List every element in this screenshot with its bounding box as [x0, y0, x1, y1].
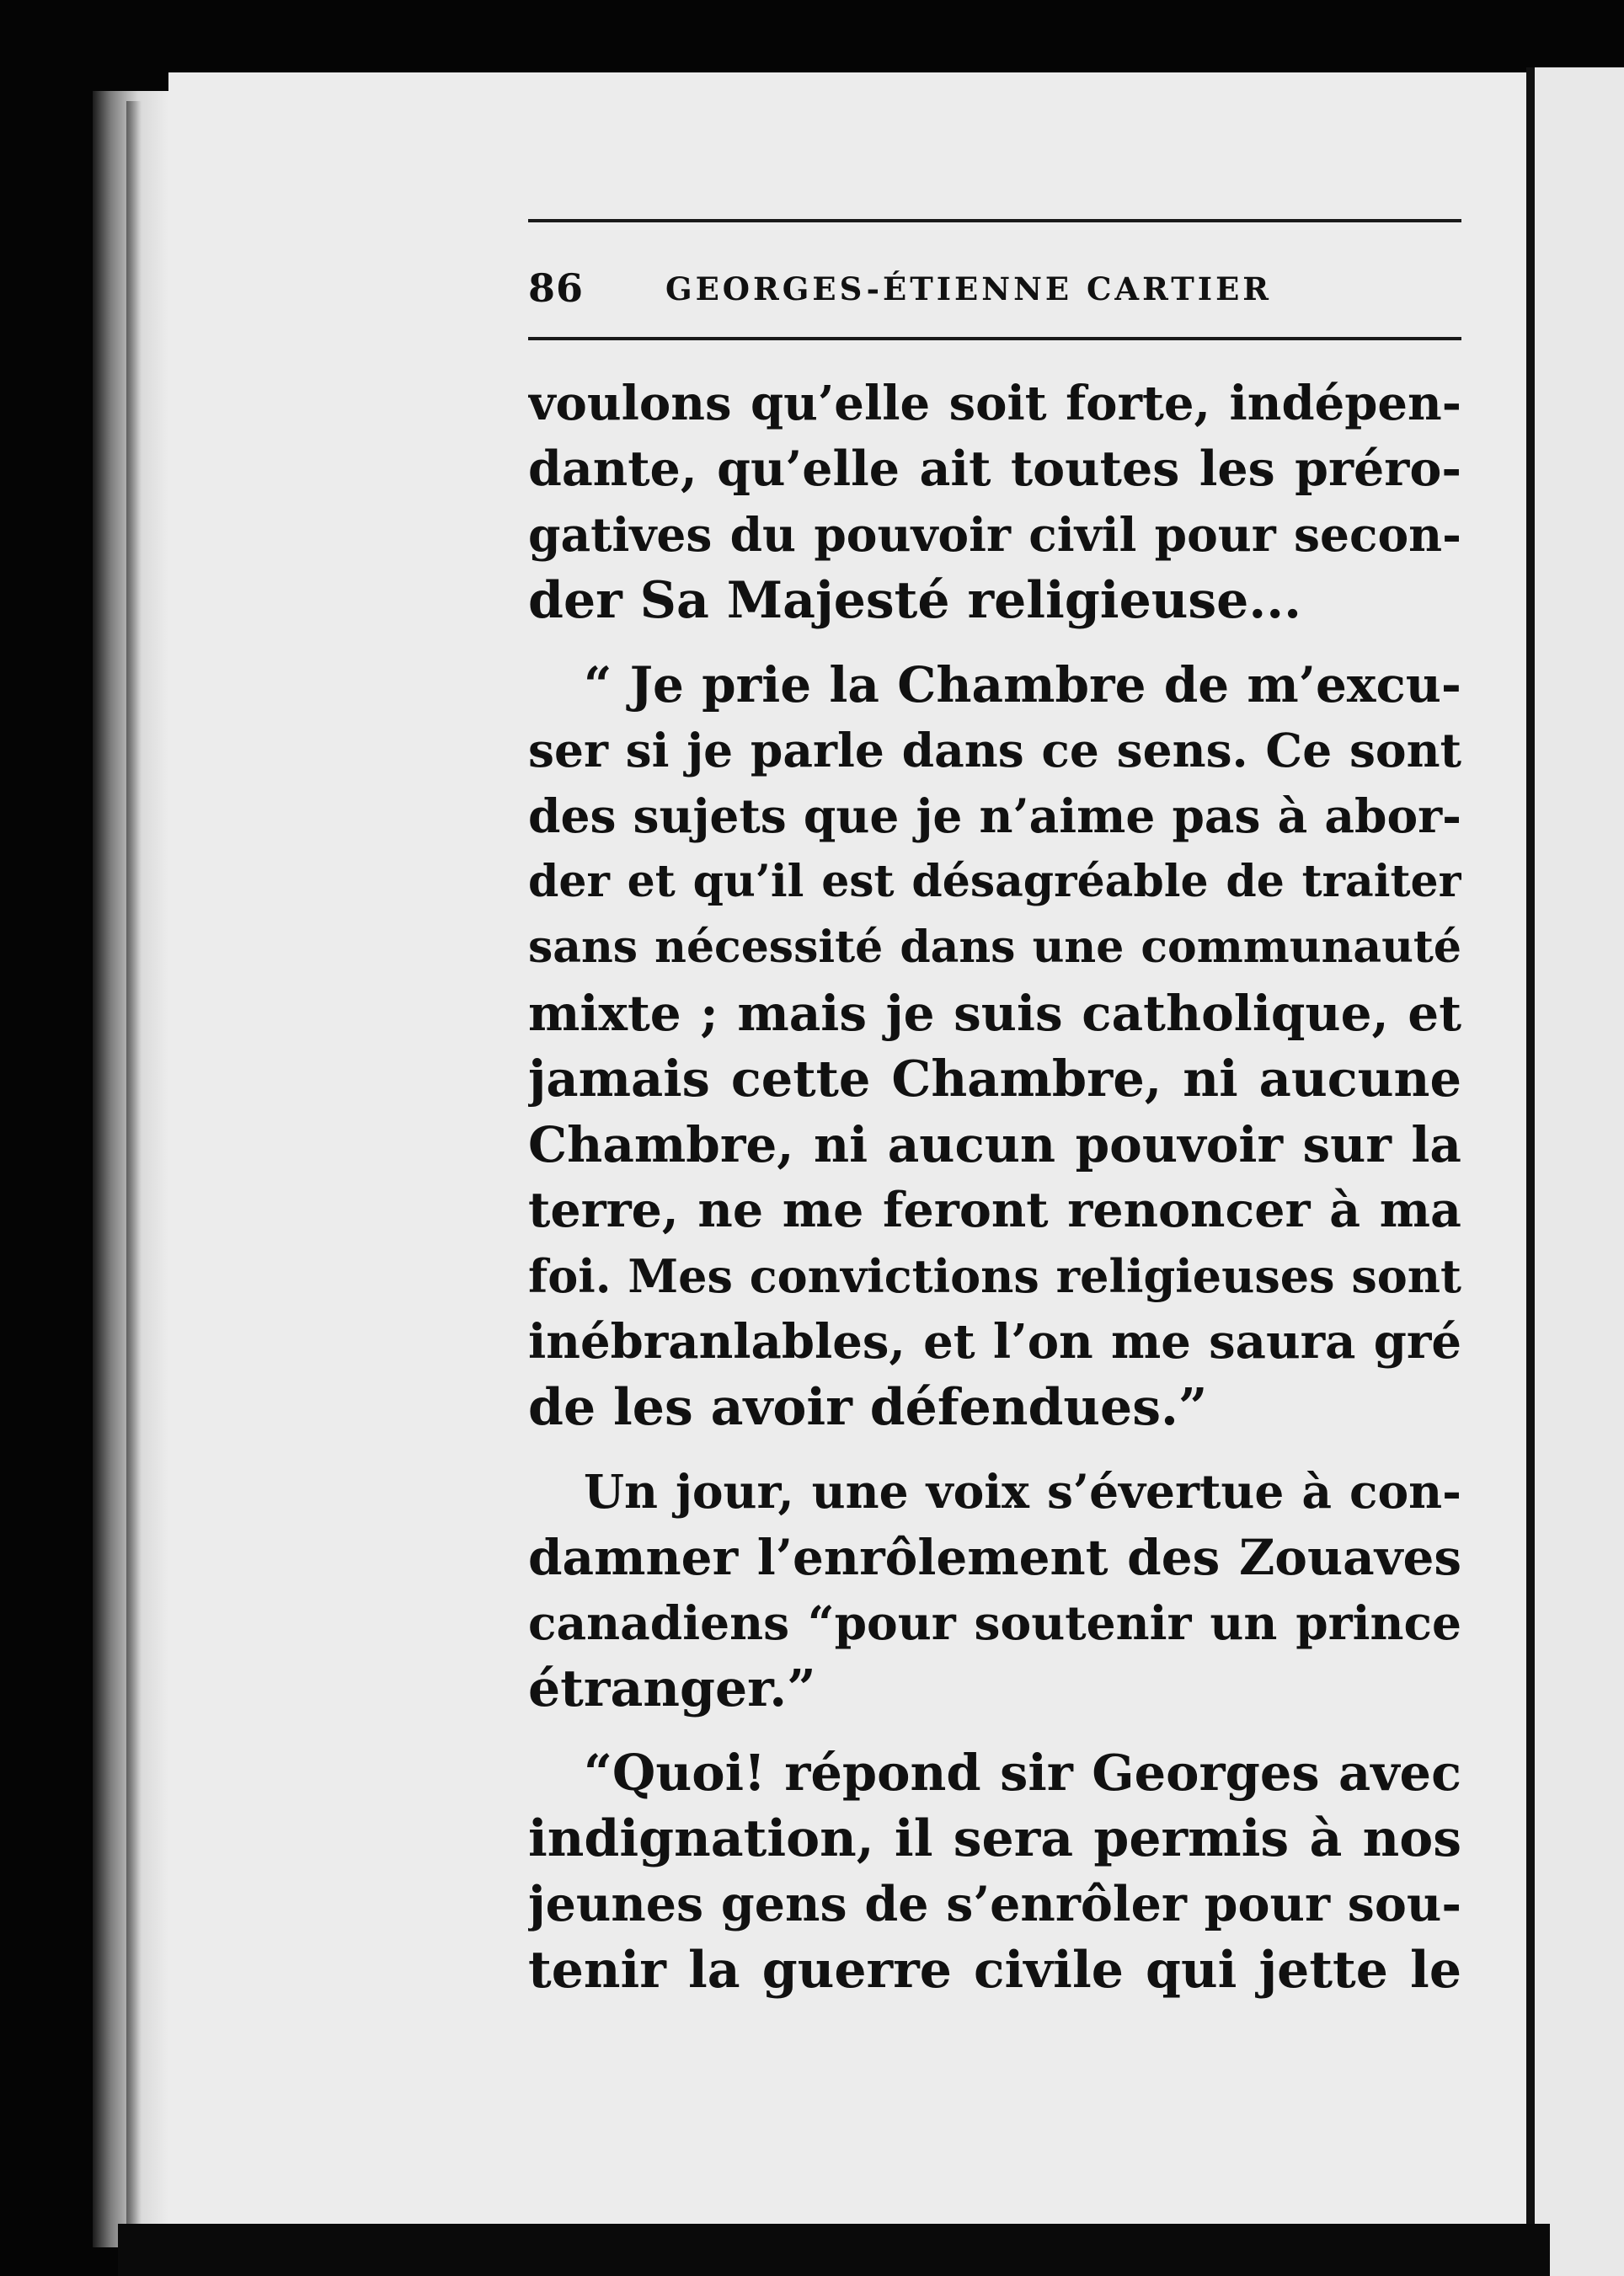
page-number: 86	[528, 265, 585, 311]
text-line: mixte ; mais je suis catholique, et	[528, 985, 1461, 1042]
text-line: der Sa Majesté religieuse...	[528, 571, 1301, 630]
text-line: indignation, il sera permis à nos	[528, 1809, 1461, 1868]
text-line: étranger.”	[528, 1659, 816, 1718]
text-line: damner l’enrôlement des Zouaves	[528, 1529, 1461, 1586]
running-head	[528, 254, 1461, 322]
paragraph-2	[528, 652, 1461, 1440]
text-line: inébranlables, et l’on me saura gré	[528, 1314, 1461, 1370]
body-text	[528, 371, 1461, 2022]
paragraph-1	[528, 371, 1461, 633]
spine-shadow	[126, 101, 142, 2241]
text-line: canadiens “pour soutenir un prince	[528, 1595, 1461, 1650]
scan-bottom-border	[118, 2224, 1550, 2276]
text-line: de les avoir défendues.”	[528, 1378, 1208, 1437]
text-line: Un jour, une voix s’évertue à con-	[584, 1464, 1461, 1519]
text-line: “ Je prie la Chambre de m’excu-	[584, 656, 1461, 713]
text-line: tenir la guerre civile qui jette le	[528, 1941, 1461, 2000]
text-line: gatives du pouvoir civil pour secon-	[528, 507, 1461, 562]
text-line: sans nécessité dans une communauté	[528, 922, 1461, 973]
text-line: jeunes gens de s’enrôler pour sou-	[528, 1876, 1461, 1932]
text-line: jamais cette Chambre, ni aucune	[528, 1050, 1461, 1108]
facing-page-strip	[1535, 67, 1624, 2276]
text-line: dante, qu’elle ait toutes les préro-	[528, 441, 1461, 497]
running-title: GEORGES-ÉTIENNE CARTIER	[665, 270, 1273, 307]
text-line: Chambre, ni aucun pouvoir sur la	[528, 1116, 1461, 1173]
text-line: foi. Mes convictions religieuses sont	[528, 1249, 1461, 1303]
text-line: ser si je parle dans ce sens. Ce sont	[528, 723, 1461, 777]
text-line: “Quoi! répond sir Georges avec	[584, 1744, 1461, 1802]
paragraph-3	[528, 1459, 1461, 1722]
text-line: terre, ne me feront renoncer à ma	[528, 1182, 1461, 1238]
text-line: des sujets que je n’aime pas à abor-	[528, 788, 1461, 843]
header-rule-top	[528, 219, 1461, 222]
paragraph-4	[528, 1740, 1461, 2003]
page-gutter-edge	[1526, 67, 1535, 2257]
text-line: der et qu’il est désagréable de traiter	[528, 856, 1461, 907]
header-rule-bottom	[528, 337, 1461, 340]
text-line: voulons qu’elle soit forte, indépen-	[528, 376, 1461, 431]
